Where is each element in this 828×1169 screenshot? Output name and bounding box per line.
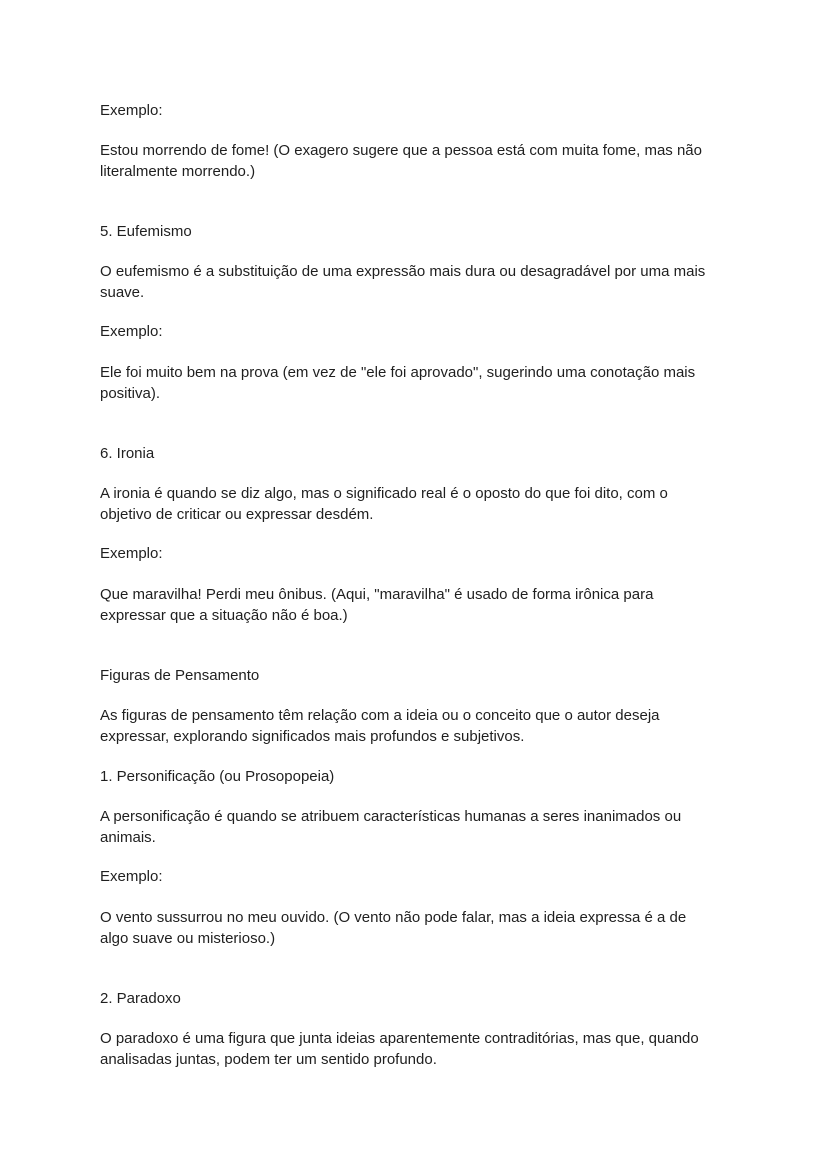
example-paragraph: Ele foi muito bem na prova (em vez de "ele foi aprovado", sugerindo uma conotação mais positiva). <box>100 364 696 402</box>
section-heading-eufemismo: 5. Eufemismo <box>100 223 192 240</box>
section-heading-ironia: 6. Ironia <box>100 445 155 462</box>
subsection-heading-personificacao: 1. Personificação (ou Prosopopeia) <box>100 768 335 785</box>
section-heading-figuras-de-pensamento: Figuras de Pensamento <box>100 667 260 684</box>
example-label: Exemplo: <box>100 323 163 340</box>
example-paragraph: O vento sussurrou no meu ouvido. (O vento não pode falar, mas a ideia expressa é a de algo suave ou misterioso.) <box>100 909 687 947</box>
example-paragraph: Que maravilha! Perdi meu ônibus. (Aqui, "maravilha" é usado de forma irônica para expressar que a situação não é boa.) <box>100 586 654 624</box>
definition-paragraph: O eufemismo é a substituição de uma expressão mais dura ou desagradável por uma mais suave. <box>100 263 706 301</box>
example-label: Exemplo: <box>100 868 163 885</box>
intro-paragraph: As figuras de pensamento têm relação com a ideia ou o conceito que o autor deseja expressar, explorando significados mais profundos e subjetivos. <box>100 707 660 745</box>
definition-paragraph: O paradoxo é uma figura que junta ideias aparentemente contraditórias, mas que, quando analisadas juntas, podem ter um sentido profundo. <box>100 1030 699 1068</box>
definition-paragraph: A personificação é quando se atribuem características humanas a seres inanimados ou animais. <box>100 808 682 846</box>
definition-paragraph: A ironia é quando se diz algo, mas o significado real é o oposto do que foi dito, com o objetivo de criticar ou expressar desdém. <box>100 485 668 523</box>
example-paragraph: Estou morrendo de fome! (O exagero sugere que a pessoa está com muita fome, mas não literalmente morrendo.) <box>100 142 702 180</box>
example-label: Exemplo: <box>100 102 163 119</box>
subsection-heading-paradoxo: 2. Paradoxo <box>100 990 181 1007</box>
example-label: Exemplo: <box>100 545 163 562</box>
